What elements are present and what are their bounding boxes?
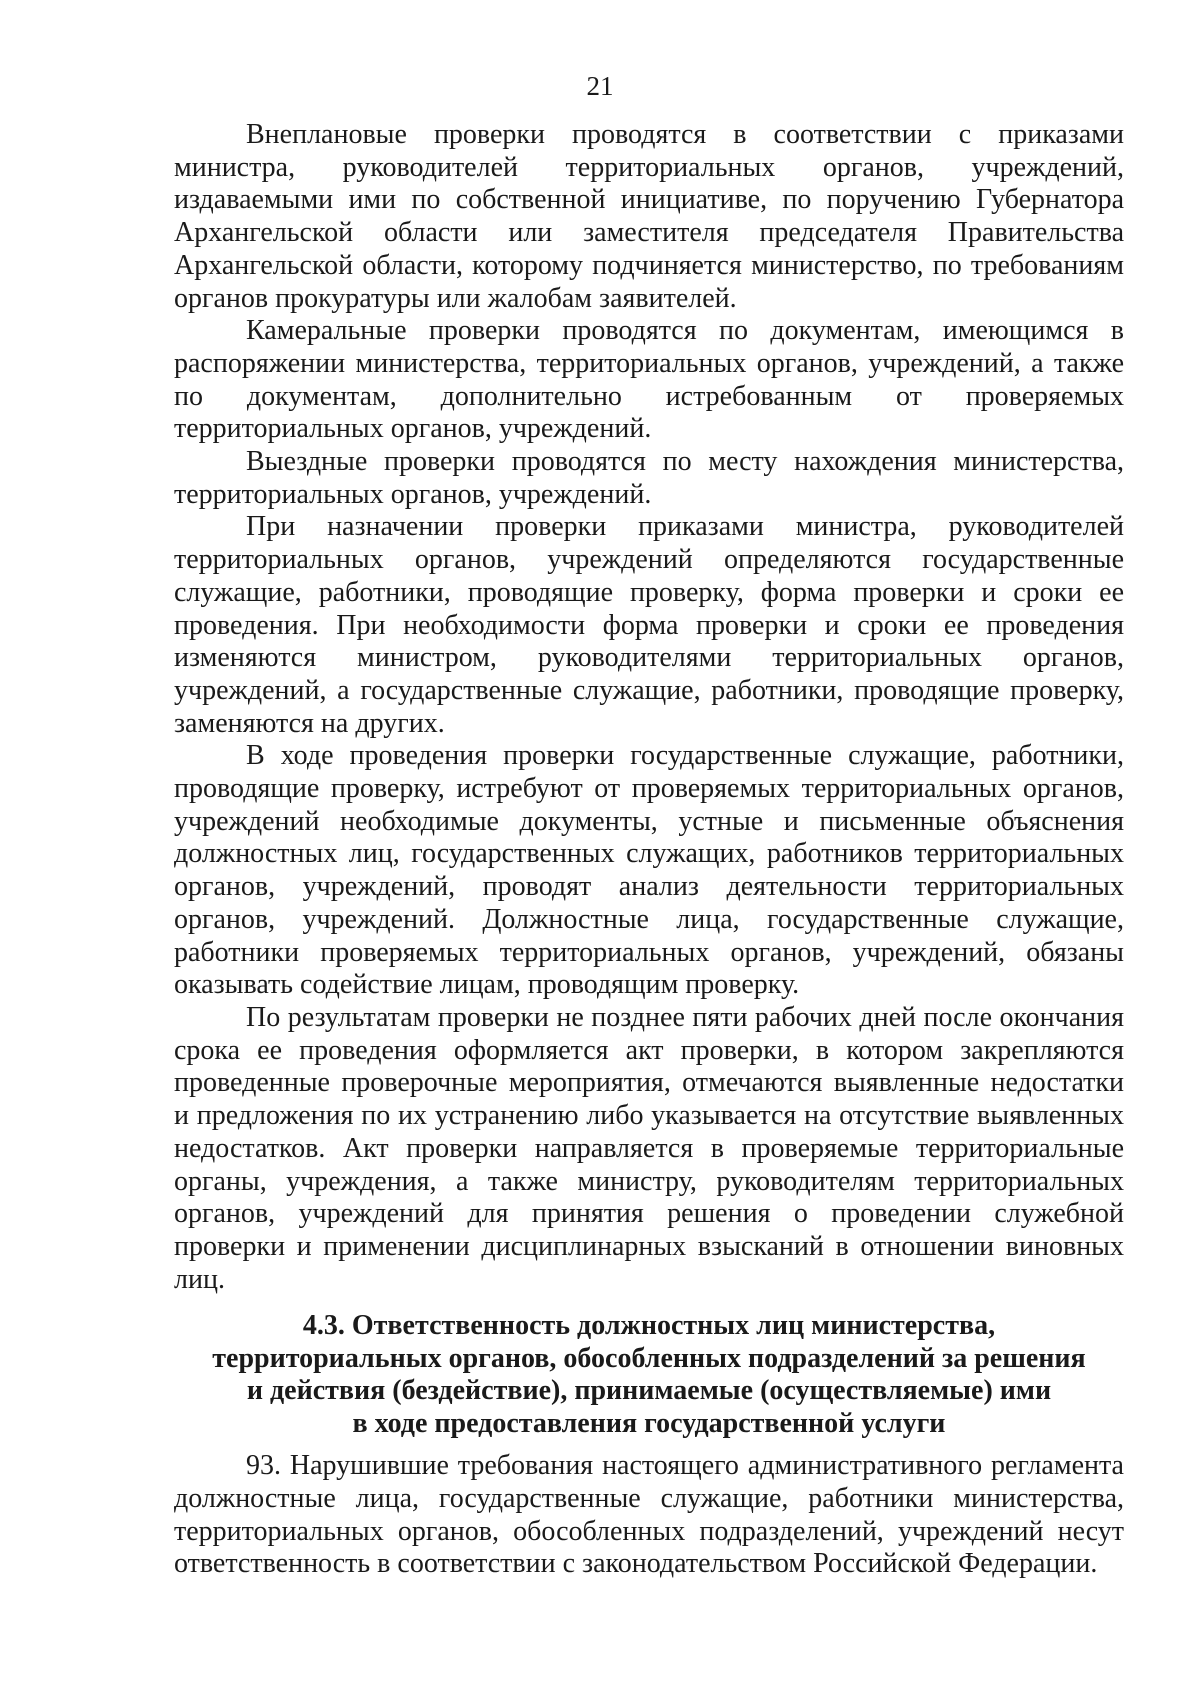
paragraph-inspection-results: По результатам проверки не позднее пяти рабочих дней после окончания срока ее проведения оформляется акт проверки, в котором закрепляются проведенные проверочные мероприятия, отмечаются выявленные недостатки и предложения по их устранению либо указывается на отсутствие выявленных недостатков. Акт проверки направляется в проверяемые территориальные органы, учреждения, а также министру, руководителям территориальных органов, учреждений для принятия решения о проведении служебной проверки и применении дисциплинарных взысканий в отношении виновных лиц. bbox=[174, 1001, 1124, 1295]
paragraph-inspection-process: В ходе проведения проверки государственные служащие, работники, проводящие проверку, истребуют от проверяемых территориальных органов, учреждений необходимые документы, устные и письменные объяснения должностных лиц, государственных служащих, работников территориальных органов, учреждений, проводят анализ деятельности территориальных органов, учреждений. Должностные лица, государственные служащие, работники проверяемых территориальных органов, учреждений, обязаны оказывать содействие лицам, проводящим проверку. bbox=[174, 740, 1124, 1001]
section-heading bbox=[174, 1310, 1124, 1440]
section-heading-line: 4.3. Ответственность должностных лиц министерства, bbox=[302, 1310, 996, 1342]
page-number: 21 bbox=[586, 71, 614, 101]
section-heading-line: территориальных органов, обособленных подразделений за решения bbox=[212, 1342, 1086, 1374]
paragraph-inspection-assignment: При назначении проверки приказами министра, руководителей территориальных органов, учреждений определяются государственные служащие, работники, проводящие проверку, форма проверки и сроки ее проведения. При необходимости форма проверки и сроки ее проведения изменяются министром, руководителями территориальных органов, учреждений, а государственные служащие, работники, проводящие проверку, заменяются на других. bbox=[174, 511, 1124, 739]
paragraph-desk-inspections: Камеральные проверки проводятся по документам, имеющимся в распоряжении министерства, территориальных органов, учреждений, а также по документам, дополнительно истребованным от проверяемых территориальных органов, учреждений. bbox=[174, 315, 1124, 445]
paragraph-unscheduled-inspections: Внеплановые проверки проводятся в соответствии с приказами министра, руководителей территориальных органов, учреждений, издаваемыми ими по собственной инициативе, по поручению Губернатора Архангельской области или заместителя председателя Правительства Архангельской области, которому подчиняется министерство, по требованиям органов прокуратуры или жалобам заявителей. bbox=[174, 119, 1124, 314]
section-heading-line: в ходе предоставления государственной услуги bbox=[352, 1407, 946, 1439]
paragraph-93: 93. Нарушившие требования настоящего административного регламента должностные лица, государственные служащие, работники министерства, территориальных органов, обособленных подразделений, учреждений несут ответственность в соответствии с законодательством Российской Федерации. bbox=[174, 1450, 1124, 1580]
document-body bbox=[174, 119, 1124, 1581]
paragraph-onsite-inspections: Выездные проверки проводятся по месту нахождения министерства, территориальных органов, учреждений. bbox=[174, 446, 1124, 510]
section-heading-line: и действия (бездействие), принимаемые (осуществляемые) ими bbox=[246, 1375, 1052, 1407]
